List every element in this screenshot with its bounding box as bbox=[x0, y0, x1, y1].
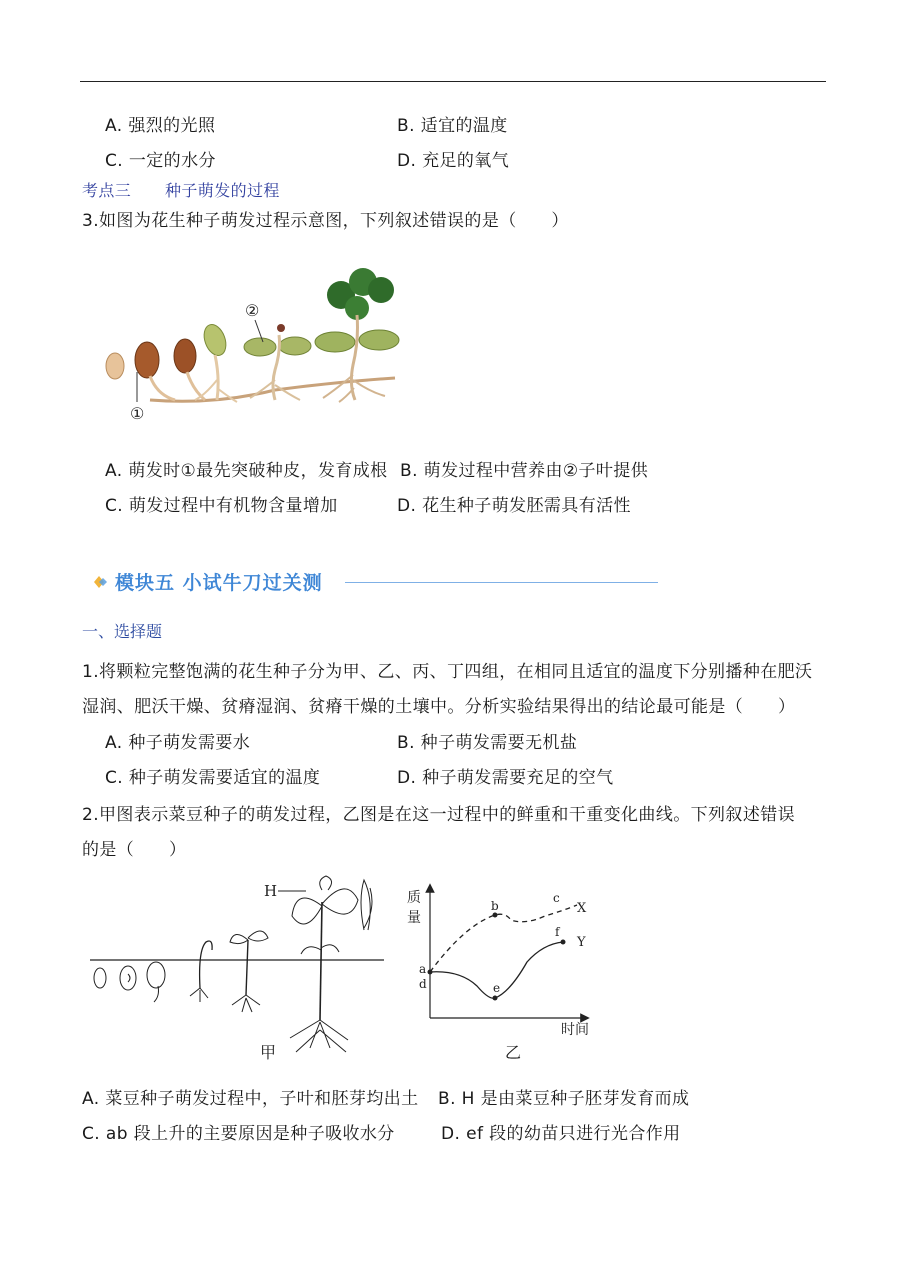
module-title: 模块五 小试牛刀过关测 bbox=[115, 572, 323, 594]
p2-stem-line1: 2.甲图表示菜豆种子的萌发过程，乙图是在这一过程中的鲜重和干重变化曲线。下列叙述错误 bbox=[82, 805, 796, 825]
q3-stem: 3.如图为花生种子萌发过程示意图，下列叙述错误的是（ ） bbox=[82, 211, 569, 231]
prev-option-b: B. 适宜的温度 bbox=[397, 116, 508, 136]
caption-yi: 乙 bbox=[505, 1043, 522, 1062]
section-label: 一、选择题 bbox=[82, 622, 163, 641]
q3-option-d: D. 花生种子萌发胚需具有活性 bbox=[397, 496, 631, 516]
marker-1: ① bbox=[130, 404, 145, 423]
series-x-label: X bbox=[577, 901, 587, 916]
header-rule bbox=[80, 81, 826, 82]
p1-option-a: A. 种子萌发需要水 bbox=[105, 733, 251, 753]
p1-option-d: D. 种子萌发需要充足的空气 bbox=[397, 768, 614, 788]
q3-option-b: B. 萌发过程中营养由②子叶提供 bbox=[400, 461, 649, 481]
point-c: c bbox=[553, 891, 560, 905]
prev-option-a: A. 强烈的光照 bbox=[105, 116, 216, 136]
point-a: a bbox=[419, 962, 427, 976]
p1-stem-line2: 湿润、肥沃干燥、贫瘠湿润、贫瘠干燥的土壤中。分析实验结果得出的结论最可能是（ ） bbox=[82, 697, 796, 717]
p1-option-c: C. 种子萌发需要适宜的温度 bbox=[105, 768, 321, 788]
prev-option-d: D. 充足的氧气 bbox=[397, 151, 510, 171]
peanut-germination-figure bbox=[95, 260, 415, 430]
series-y-label: Y bbox=[577, 935, 586, 950]
q3-option-a: A. 萌发时①最先突破种皮，发育成根 bbox=[105, 461, 388, 481]
p2-stem-line2: 的是（ ） bbox=[82, 840, 187, 860]
label-h: H bbox=[264, 882, 278, 900]
point-e: e bbox=[493, 981, 501, 995]
p2-option-c: C. ab 段上升的主要原因是种子吸收水分 bbox=[82, 1124, 395, 1144]
module-diamond-icon bbox=[89, 574, 111, 590]
p2-option-a: A. 菜豆种子萌发过程中，子叶和胚芽均出土 bbox=[82, 1089, 419, 1109]
p2-option-d: D. ef 段的幼苗只进行光合作用 bbox=[441, 1124, 681, 1144]
q3-option-c: C. 萌发过程中有机物含量增加 bbox=[105, 496, 338, 516]
ylabel-2: 量 bbox=[407, 910, 421, 926]
caption-jia: 甲 bbox=[260, 1043, 277, 1062]
point-d: d bbox=[419, 977, 427, 991]
kaodian-label: 考点三 bbox=[82, 181, 132, 200]
module-underline bbox=[345, 582, 658, 583]
bean-germination-figure bbox=[88, 870, 388, 1060]
prev-option-c: C. 一定的水分 bbox=[105, 151, 216, 171]
marker-2: ② bbox=[245, 301, 260, 320]
p2-option-b: B. H 是由菜豆种子胚芽发育而成 bbox=[438, 1089, 690, 1109]
weight-curve-figure bbox=[405, 880, 605, 1040]
point-b: b bbox=[491, 899, 499, 913]
p1-stem-line1: 1.将颗粒完整饱满的花生种子分为甲、乙、丙、丁四组，在相同且适宜的温度下分别播种在肥沃 bbox=[82, 662, 813, 682]
kaodian-title: 种子萌发的过程 bbox=[165, 181, 280, 200]
xlabel: 时间 bbox=[561, 1022, 589, 1038]
p1-option-b: B. 种子萌发需要无机盐 bbox=[397, 733, 578, 753]
ylabel-1: 质 bbox=[407, 890, 421, 906]
point-f: f bbox=[555, 925, 560, 939]
